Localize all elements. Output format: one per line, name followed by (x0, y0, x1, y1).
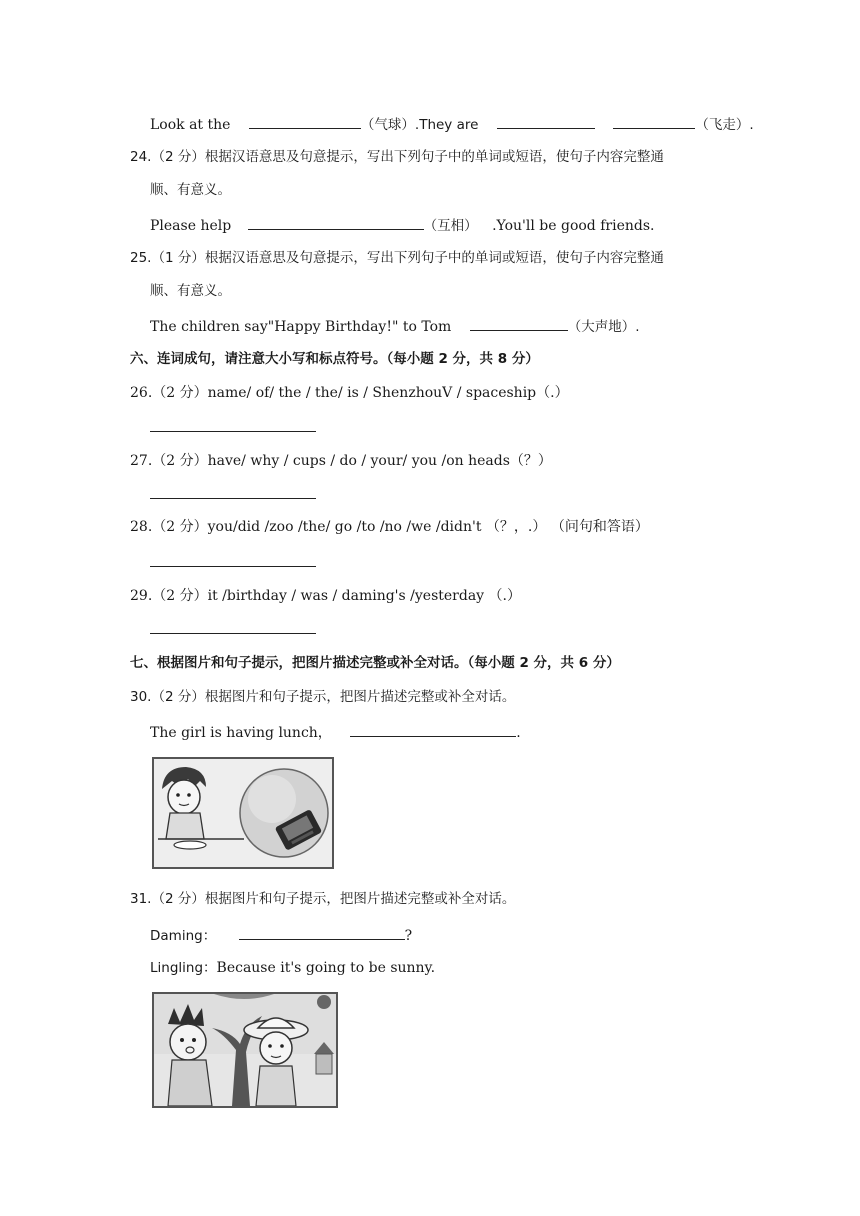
q31-instruction: 31.（2 分）根据图片和句子提示，把图片描述完整或补全对话。 (130, 891, 516, 907)
q30-instruction: 30.（2 分）根据图片和句子提示，把图片描述完整或补全对话。 (130, 689, 516, 705)
q25-instruction: 25.（1 分）根据汉语意思及句意提示，写出下列句子中的单词或短语，使句子内容完整通 (130, 250, 664, 266)
q30-end: . (516, 725, 521, 741)
q27-answer-line[interactable] (150, 498, 316, 499)
q25-blank-1[interactable] (470, 316, 568, 331)
q25-sentence (150, 316, 640, 336)
section-7-heading: 七、根据图片和句子提示，把图片描述完整或补全对话。（每小题 2 分，共 6 分） (130, 655, 620, 671)
q29-prompt: 29.（2 分）it /birthday / was / daming's /yesterday （.） (130, 588, 521, 604)
q24-instruction-cont: 顺、有意义。 (150, 182, 231, 198)
q30-text-1: The girl is having lunch， (150, 725, 332, 741)
q24-text-1: Please help (150, 218, 232, 234)
q28-answer-line[interactable] (150, 566, 316, 567)
q29-answer-line[interactable] (150, 633, 316, 634)
q24-sentence (150, 215, 654, 235)
q23-blank-2[interactable] (497, 114, 595, 129)
q30-picture-girl-lunch-phone (152, 757, 334, 869)
q23-text-1: Look at the (150, 117, 231, 133)
q31-picture-boy-girl-tree (152, 992, 338, 1108)
q23-hint-1: （气球）.They are (360, 117, 479, 133)
q26-prompt: 26.（2 分）name/ of/ the / the/ is / ShenzhouV / spaceship（.） (130, 385, 569, 401)
q27-prompt: 27.（2 分）have/ why / cups / do / your/ you /on heads（？） (130, 453, 552, 469)
section-6-heading: 六、连词成句，请注意大小写和标点符号。（每小题 2 分，共 8 分） (130, 351, 539, 367)
q24-hint-1: （互相） (423, 218, 478, 234)
q30-sentence (150, 722, 521, 742)
q24-blank-1[interactable] (248, 215, 424, 230)
q24-text-2: .You'll be good friends. (492, 218, 655, 234)
q23-sentence (150, 114, 754, 134)
q23-hint-2: （飞走）. (695, 117, 754, 133)
q31-speaker-lingling: Lingling： (150, 960, 217, 976)
q26-answer-line[interactable] (150, 431, 316, 432)
q25-text-1: The children say"Happy Birthday!" to Tom (150, 319, 452, 335)
q31-speaker-daming: Daming： (150, 928, 217, 944)
q31-blank-1[interactable] (239, 925, 405, 940)
q31-dialogue-lingling (150, 959, 435, 977)
q31-reply: Because it's going to be sunny. (216, 960, 436, 976)
q28-prompt: 28.（2 分）you/did /zoo /the/ go /to /no /we /didn't （？，.） （问句和答语） (130, 519, 649, 535)
q25-instruction-cont: 顺、有意义。 (150, 283, 231, 299)
q25-hint-1: （大声地）. (567, 319, 640, 335)
q31-end: ? (404, 928, 413, 944)
q31-dialogue-daming (150, 925, 412, 945)
q23-blank-1[interactable] (249, 114, 361, 129)
q30-blank-1[interactable] (350, 722, 516, 737)
q24-instruction: 24.（2 分）根据汉语意思及句意提示，写出下列句子中的单词或短语，使句子内容完整通 (130, 149, 664, 165)
q23-blank-3[interactable] (613, 114, 695, 129)
